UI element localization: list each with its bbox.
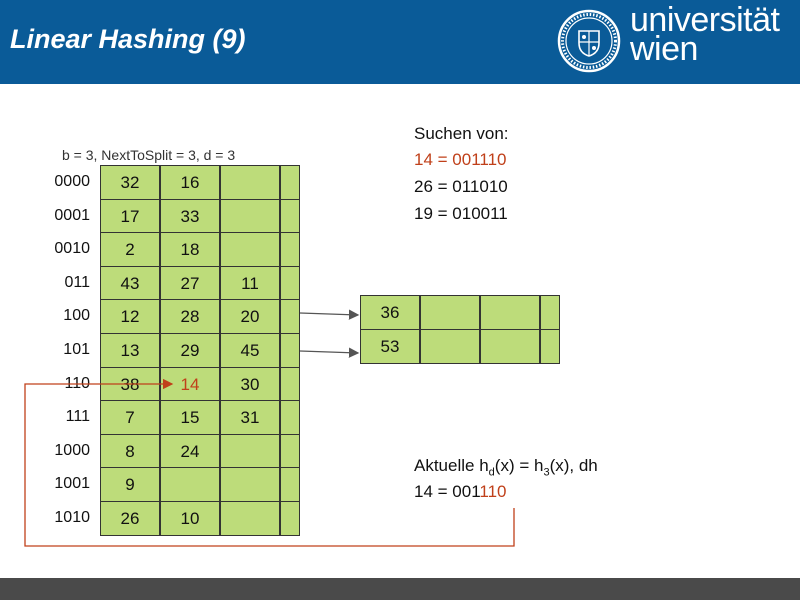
logo-line-2: wien <box>630 30 698 68</box>
hash-example-prefix: 14 = 001 <box>414 482 480 501</box>
bucket-cell: 29 <box>160 333 220 368</box>
overflow-pointer-101 <box>300 351 358 353</box>
hash-note-sub-3: 3 <box>543 466 550 479</box>
bucket-cell: 24 <box>160 434 220 469</box>
bucket-cell: 33 <box>160 199 220 234</box>
footer-bar <box>0 578 800 600</box>
bucket-cell: 8 <box>100 434 160 469</box>
hash-note-mid: (x) = h <box>494 456 544 475</box>
bucket-label: 0010 <box>54 240 90 258</box>
bucket-label: 1000 <box>54 441 90 459</box>
bucket-cell: 30 <box>220 367 280 402</box>
hash-function-note <box>414 456 598 478</box>
bucket-cell: 27 <box>160 266 220 301</box>
search-heading: Suchen von: <box>414 124 509 143</box>
bucket-cell: 14 <box>160 367 220 402</box>
bucket-label: 110 <box>64 374 90 392</box>
search-item-1: 14 = 001110 <box>414 150 507 169</box>
bucket-cell: 13 <box>100 333 160 368</box>
bucket-label: 0001 <box>54 206 90 224</box>
bucket-cell: 20 <box>220 299 280 334</box>
hash-example-suffix: 110 <box>479 482 507 501</box>
bucket-label: 1001 <box>54 475 90 493</box>
bucket-cell: 38 <box>100 367 160 402</box>
bucket-cell: 26 <box>100 501 160 536</box>
bucket-cell: 2 <box>100 232 160 267</box>
bucket-label: 1010 <box>54 509 90 526</box>
bucket-cell: 17 <box>100 199 160 234</box>
bucket-label: 0000 <box>54 173 90 190</box>
bucket-cell: 32 <box>100 165 160 200</box>
bucket-cell: 12 <box>100 299 160 334</box>
hash-example <box>414 482 507 502</box>
bucket-label: 111 <box>65 408 90 426</box>
logo-line-1: universität <box>630 1 780 39</box>
bucket-cell: 9 <box>100 467 160 502</box>
bucket-cell: 31 <box>220 400 280 435</box>
search-item-2: 26 = 011010 <box>414 177 508 196</box>
hash-note-post: (x), dh <box>549 456 598 475</box>
bucket-cell: 10 <box>160 501 220 536</box>
bucket-cell: 43 <box>100 266 160 301</box>
bucket-label: 011 <box>64 273 90 291</box>
bucket-label: 101 <box>63 341 90 358</box>
bucket-cell: 16 <box>160 165 220 200</box>
hash-note-pre: Aktuelle h <box>414 456 489 475</box>
overflow-pointer-100 <box>300 313 358 315</box>
hash-note-sub-d: d <box>488 466 495 479</box>
bucket-cell: 18 <box>160 232 220 267</box>
overflow-cell: 36 <box>360 295 420 330</box>
bucket-cell: 45 <box>220 333 280 368</box>
bucket-label: 100 <box>63 307 90 325</box>
bucket-cell: 15 <box>160 400 220 435</box>
parameters-label: b = 3, NextToSplit = 3, d = 3 <box>62 147 236 163</box>
bucket-cell: 28 <box>160 299 220 334</box>
bucket-cell: 11 <box>220 266 280 301</box>
overflow-cell: 53 <box>360 329 420 364</box>
slide-title: Linear Hashing (9) <box>10 24 246 54</box>
search-item-3: 19 = 010011 <box>414 204 508 223</box>
bucket-cell: 7 <box>100 400 160 435</box>
